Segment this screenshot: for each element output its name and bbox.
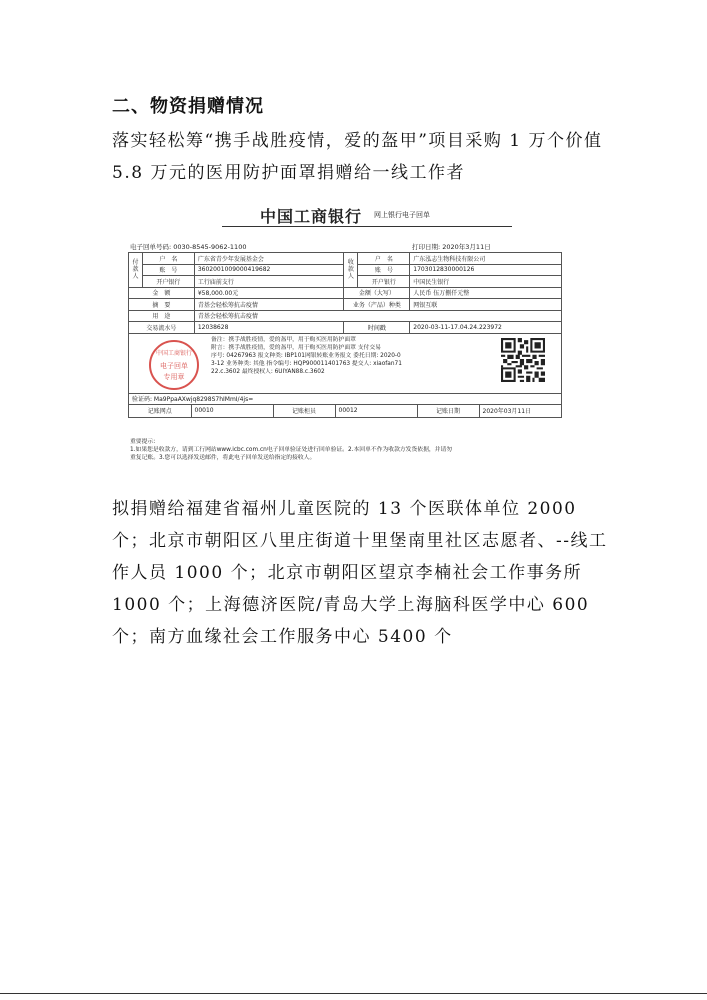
payee-bank: 中国民生银行 xyxy=(410,276,562,288)
amount-value: ¥58,000.00元 xyxy=(194,287,344,299)
summary-value: 青基会轻松筹抗击疫情 xyxy=(194,299,344,311)
cell-label: 户 名 xyxy=(142,253,194,265)
payee-account: 1703012830000126 xyxy=(410,264,562,276)
remark-line: 序号: 04267963 报文种类: IBP101网银转账业务报文 委托日期: 2020-0 xyxy=(211,352,401,359)
date-value: 2020年03月11日 xyxy=(482,408,532,416)
remark-cell xyxy=(129,333,562,393)
cell-label: 开户银行 xyxy=(142,276,194,288)
ledger-subtable xyxy=(129,405,561,417)
cell-label: 账 号 xyxy=(142,264,194,276)
cell-label: 账 号 xyxy=(358,264,410,276)
receipt-print-date: 打印日期: 2020年3月11日 xyxy=(412,243,491,251)
serial-value: 12038628 xyxy=(194,322,344,334)
stamp-text-top: 中国工商银行 xyxy=(155,349,192,357)
remark-line: 3-12 业务种类: 其他 指令编号: HQP900011401763 提交人: xiaofan71 xyxy=(211,360,402,367)
bank-receipt-image xyxy=(122,200,570,476)
table-row xyxy=(129,287,562,299)
receipt-subtitle: 网上银行电子回单 xyxy=(374,211,430,219)
stamp-text-mid: 电子回单 xyxy=(160,361,188,370)
notes-title: 重要提示: xyxy=(130,439,156,445)
time-value: 2020-03-11-17.04.24.223972 xyxy=(410,322,562,334)
outlet-value: 00010 xyxy=(191,405,273,417)
bank-seal-stamp xyxy=(149,340,199,390)
verify-code: 验证码: Ma9PpaAXwjq8298S7hIMmI/4js= xyxy=(129,393,562,405)
remark-line: 22.c.3602 最终授权人: 6UIYAN88.c.3602 xyxy=(211,368,325,375)
payer-side-label: 付款人 xyxy=(129,253,143,288)
remark-line: 备注：携手战胜疫情，爱的盔甲，用于购买医用防护面罩 xyxy=(211,336,356,343)
payee-name: 广东泓志生物科技有限公司 xyxy=(410,253,562,265)
remark-line: 附言：携手战胜疫情，爱的盔甲，用于购买医用防护面罩 支付交易 xyxy=(211,344,381,351)
table-row xyxy=(129,253,562,265)
cell-label: 记账日期 xyxy=(417,405,479,417)
stamp-text-bottom: 专用章 xyxy=(163,372,185,381)
table-row xyxy=(129,299,562,311)
remark-block xyxy=(211,336,481,376)
table-row xyxy=(129,405,562,418)
receipt-number: 电子回单号码: 0030-8545-9062-1100 xyxy=(130,243,247,251)
cell-label: 时间戳 xyxy=(344,322,410,334)
payer-name: 广东省青少年发展基金会 xyxy=(194,253,344,265)
table-row xyxy=(129,310,562,322)
receipt-title-rule xyxy=(222,226,512,227)
section-heading: 二、物资捐赠情况 xyxy=(112,96,264,117)
cell-label: 开户银行 xyxy=(358,276,410,288)
paragraph-procurement: 落实轻松筹“携手战胜疫情，爱的盔甲”项目采购 1 万个价值 5.8 万元的医用防护面罩捐赠给一线工作者 xyxy=(112,131,603,183)
clerk-value: 00012 xyxy=(335,405,417,417)
payee-side-label: 收款人 xyxy=(344,253,358,288)
table-row xyxy=(129,322,562,334)
usage-value: 青基会轻松筹抗击疫情 xyxy=(194,310,561,322)
footer-rule xyxy=(0,993,707,994)
cell-label: 交易流水号 xyxy=(129,322,195,334)
table-row xyxy=(129,333,562,393)
cell-label: 金额（大写） xyxy=(344,287,410,299)
receipt-notes xyxy=(130,438,570,462)
notes-line: 1.如果您是收款方，请到工行网站www.icbc.com.cn电子回单验证处进行回单验证。2.本回单不作为收款方发货依据，并请勿 xyxy=(130,447,453,453)
amount-cn-value: 人民币 伍万捌仟元整 xyxy=(410,287,562,299)
cell-label: 记账网点 xyxy=(129,405,191,417)
payer-bank: 工行庙前支行 xyxy=(194,276,344,288)
receipt-table xyxy=(128,252,562,418)
receipt-bank-name: 中国工商银行 xyxy=(260,207,363,226)
qr-code-icon xyxy=(501,338,545,382)
biz-value: 网银互联 xyxy=(410,299,562,311)
cell-label: 业务（产品）种类 xyxy=(344,299,410,311)
paragraph-recipients: 拟捐赠给福建省福州儿童医院的 13 个医联体单位 2000 个；北京市朝阳区八里庄街道十里堡南里社区志愿者、--线工作人员 1000 个；北京市朝阳区望京李楠社会工作事务所 1000 个；上海德济医院/青岛大学上海脑科医学中心 600 个；南方血缘社会工作服务中心 5400 个 xyxy=(112,499,608,647)
cell-label: 户 名 xyxy=(358,253,410,265)
cell-label: 用 途 xyxy=(129,310,195,322)
cell-label: 记账柜员 xyxy=(273,405,335,417)
notes-line: 重复记账。3.您可以选择发送邮件，将此电子回单发送给指定的接收人。 xyxy=(130,455,316,461)
cell-label: 金 额 xyxy=(129,287,195,299)
cell-label: 摘 要 xyxy=(129,299,195,311)
payer-account: 3602001009000419682 xyxy=(194,264,344,276)
table-row xyxy=(129,393,562,405)
